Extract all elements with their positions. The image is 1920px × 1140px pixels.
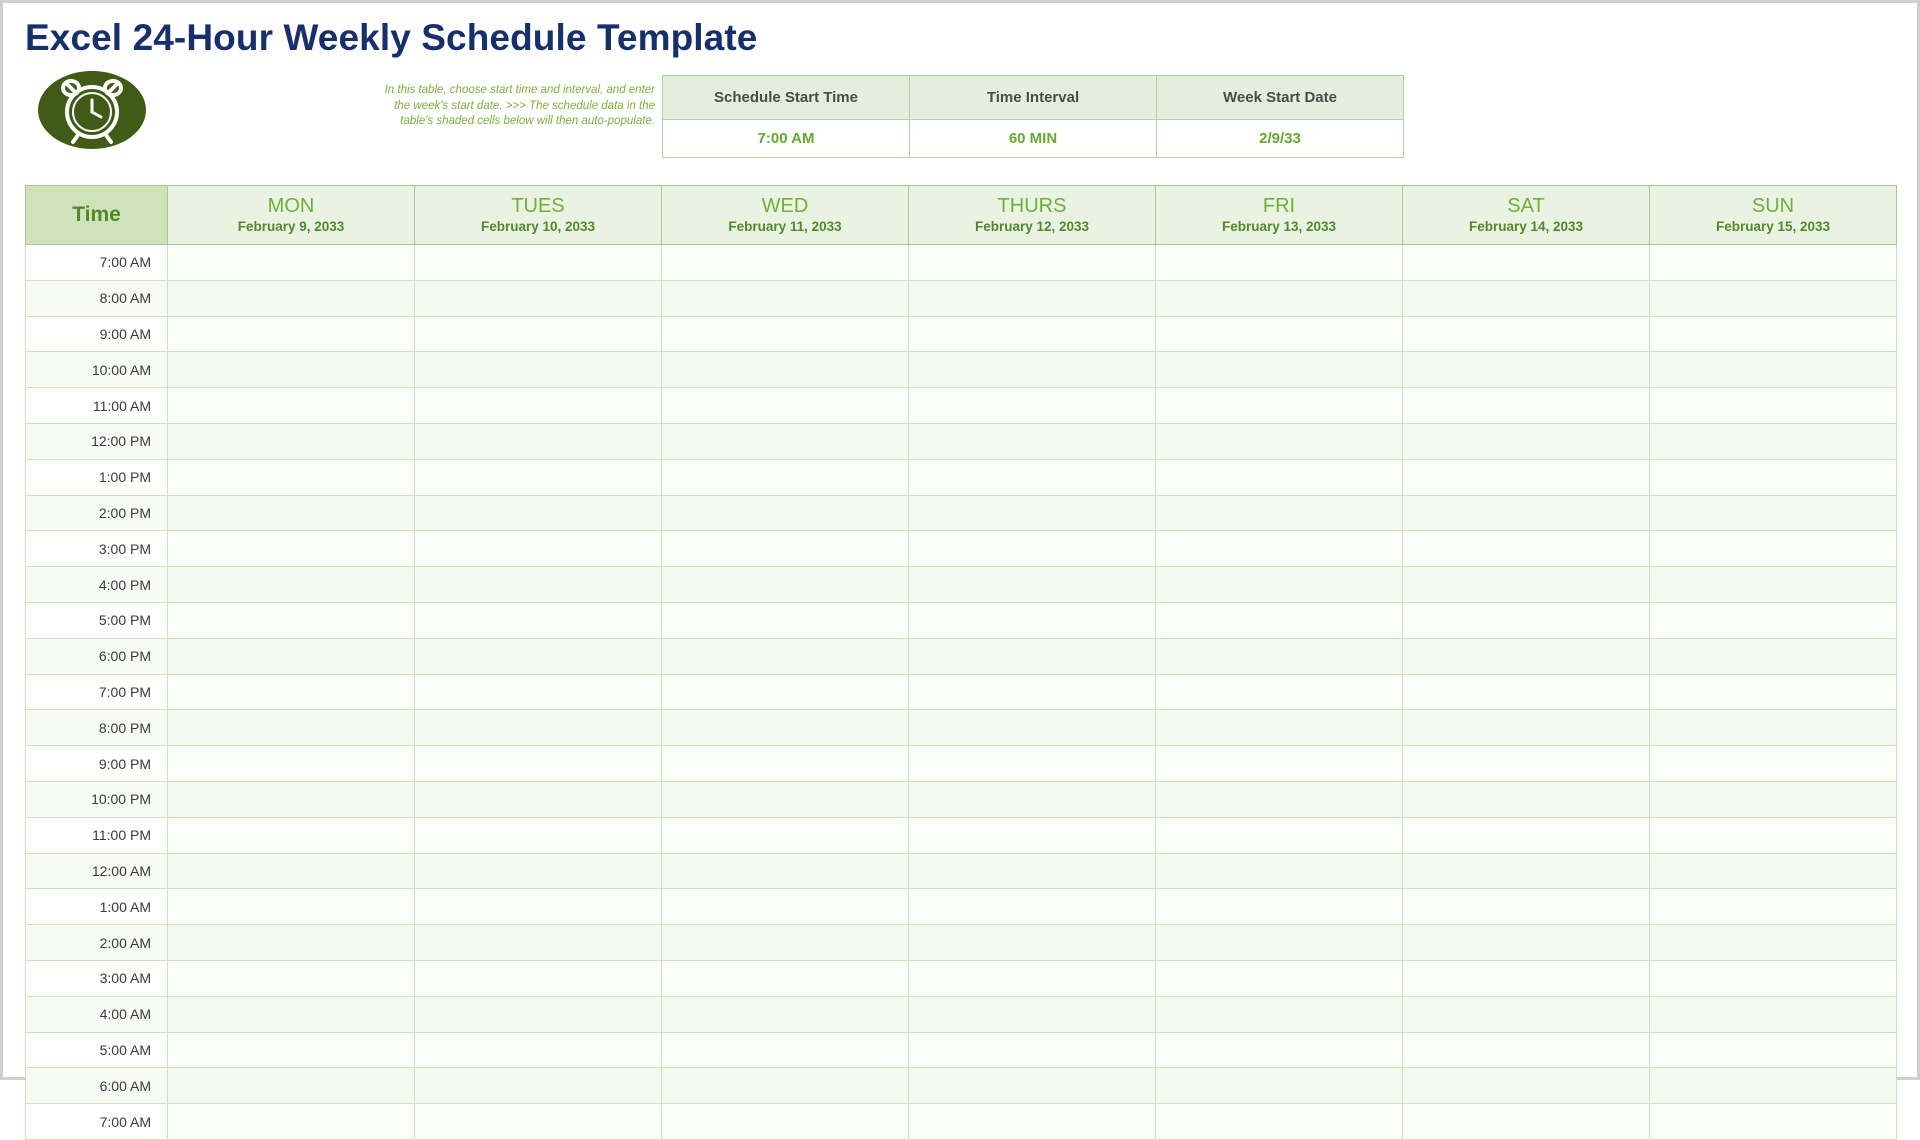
schedule-cell[interactable] <box>168 781 415 817</box>
schedule-cell[interactable] <box>1403 817 1650 853</box>
schedule-cell[interactable] <box>1650 531 1897 567</box>
schedule-cell[interactable] <box>415 746 662 782</box>
schedule-row <box>26 388 1897 424</box>
schedule-cell[interactable] <box>168 1032 415 1068</box>
schedule-cell[interactable] <box>415 925 662 961</box>
schedule-cell[interactable] <box>1403 960 1650 996</box>
schedule-cell[interactable] <box>415 245 662 281</box>
schedule-cell[interactable] <box>1403 1068 1650 1104</box>
schedule-row <box>26 853 1897 889</box>
schedule-cell[interactable] <box>168 889 415 925</box>
time-label: 9:00 AM <box>26 316 168 352</box>
day-name-thurs: THURS <box>997 195 1067 217</box>
schedule-cell[interactable] <box>909 567 1156 603</box>
day-header-wed <box>662 186 909 245</box>
time-label: 4:00 AM <box>26 996 168 1032</box>
schedule-cell[interactable] <box>909 925 1156 961</box>
schedule-cell[interactable] <box>1650 996 1897 1032</box>
day-header-tues <box>415 186 662 245</box>
schedule-cell[interactable] <box>1156 817 1403 853</box>
schedule-cell[interactable] <box>1403 781 1650 817</box>
schedule-cell[interactable] <box>662 531 909 567</box>
schedule-cell[interactable] <box>168 960 415 996</box>
schedule-cell[interactable] <box>1403 602 1650 638</box>
schedule-cell[interactable] <box>1403 245 1650 281</box>
schedule-cell[interactable] <box>1403 674 1650 710</box>
schedule-cell[interactable] <box>1156 316 1403 352</box>
schedule-cell[interactable] <box>415 495 662 531</box>
schedule-cell[interactable] <box>662 853 909 889</box>
schedule-row <box>26 459 1897 495</box>
time-label: 3:00 PM <box>26 531 168 567</box>
start-time-input[interactable]: 7:00 AM <box>663 120 910 158</box>
schedule-cell[interactable] <box>168 459 415 495</box>
schedule-cell[interactable] <box>1650 423 1897 459</box>
time-column-header: Time <box>26 186 168 245</box>
schedule-cell[interactable] <box>1156 710 1403 746</box>
settings-header-row <box>663 76 1404 120</box>
day-date-sun: February 15, 2033 <box>1715 219 1831 234</box>
schedule-cell[interactable] <box>1156 495 1403 531</box>
schedule-cell[interactable] <box>909 531 1156 567</box>
schedule-cell[interactable] <box>1156 996 1403 1032</box>
schedule-cell[interactable] <box>662 459 909 495</box>
time-label: 11:00 AM <box>26 388 168 424</box>
time-label: 8:00 AM <box>26 280 168 316</box>
schedule-cell[interactable] <box>168 280 415 316</box>
schedule-cell[interactable] <box>168 316 415 352</box>
schedule-cell[interactable] <box>1650 316 1897 352</box>
instructions-text: In this table, choose start time and interval, and enter the week's start date. >>> The schedule data in the table's shaded cells below will then auto-populate. <box>384 84 655 128</box>
day-date-wed: February 11, 2033 <box>728 219 842 234</box>
day-name-mon: MON <box>267 195 315 217</box>
schedule-cell[interactable] <box>1403 710 1650 746</box>
schedule-row <box>26 710 1897 746</box>
schedule-cell[interactable] <box>168 1068 415 1104</box>
schedule-cell[interactable] <box>1650 746 1897 782</box>
day-header-fri <box>1156 186 1403 245</box>
schedule-cell[interactable] <box>1650 1068 1897 1104</box>
alarm-clock-glyph <box>38 71 146 149</box>
schedule-cell[interactable] <box>1650 602 1897 638</box>
schedule-cell[interactable] <box>168 567 415 603</box>
schedule-cell[interactable] <box>909 996 1156 1032</box>
settings-header-interval: Time Interval <box>910 76 1157 120</box>
schedule-cell[interactable] <box>168 245 415 281</box>
schedule-cell[interactable] <box>1156 245 1403 281</box>
schedule-cell[interactable] <box>909 280 1156 316</box>
alarm-clock-icon <box>38 71 146 149</box>
schedule-row <box>26 316 1897 352</box>
schedule-cell[interactable] <box>415 280 662 316</box>
schedule-cell[interactable] <box>662 245 909 281</box>
time-label: 11:00 PM <box>26 817 168 853</box>
schedule-row <box>26 1104 1897 1140</box>
schedule-cell[interactable] <box>1403 746 1650 782</box>
schedule-cell[interactable] <box>168 495 415 531</box>
schedule-cell[interactable] <box>1650 459 1897 495</box>
schedule-row <box>26 245 1897 281</box>
schedule-cell[interactable] <box>662 996 909 1032</box>
schedule-cell[interactable] <box>168 423 415 459</box>
schedule-cell[interactable] <box>1650 1032 1897 1068</box>
time-interval-input[interactable]: 60 MIN <box>910 120 1157 158</box>
settings-value-row <box>663 120 1404 158</box>
schedule-cell[interactable] <box>909 495 1156 531</box>
schedule-cell[interactable] <box>909 710 1156 746</box>
schedule-cell[interactable] <box>662 280 909 316</box>
schedule-cell[interactable] <box>415 674 662 710</box>
schedule-row <box>26 423 1897 459</box>
schedule-cell[interactable] <box>1650 853 1897 889</box>
schedule-cell[interactable] <box>168 1104 415 1140</box>
schedule-cell[interactable] <box>415 567 662 603</box>
schedule-cell[interactable] <box>168 817 415 853</box>
schedule-cell[interactable] <box>1650 889 1897 925</box>
schedule-cell[interactable] <box>1403 459 1650 495</box>
day-name-tues: TUES <box>511 195 565 217</box>
schedule-cell[interactable] <box>1650 1104 1897 1140</box>
schedule-cell[interactable] <box>1156 423 1403 459</box>
time-label: 5:00 AM <box>26 1032 168 1068</box>
schedule-cell[interactable] <box>1156 1068 1403 1104</box>
schedule-cell[interactable] <box>168 925 415 961</box>
schedule-table <box>25 185 1897 1140</box>
schedule-cell[interactable] <box>662 1032 909 1068</box>
schedule-cell[interactable] <box>909 352 1156 388</box>
day-name-fri: FRI <box>1262 195 1296 217</box>
schedule-cell[interactable] <box>909 245 1156 281</box>
schedule-row <box>26 531 1897 567</box>
schedule-cell[interactable] <box>909 459 1156 495</box>
schedule-cell[interactable] <box>1650 280 1897 316</box>
schedule-cell[interactable] <box>1403 388 1650 424</box>
schedule-cell[interactable] <box>415 638 662 674</box>
day-date-mon: February 9, 2033 <box>237 219 345 234</box>
schedule-cell[interactable] <box>168 638 415 674</box>
schedule-cell[interactable] <box>662 960 909 996</box>
day-name-sun: SUN <box>1751 195 1795 217</box>
schedule-body <box>26 245 1897 1140</box>
schedule-cell[interactable] <box>1156 638 1403 674</box>
schedule-cell[interactable] <box>415 889 662 925</box>
schedule-cell[interactable] <box>1156 459 1403 495</box>
time-label: 12:00 PM <box>26 423 168 459</box>
schedule-cell[interactable] <box>662 567 909 603</box>
schedule-row <box>26 781 1897 817</box>
schedule-cell[interactable] <box>415 1068 662 1104</box>
schedule-cell[interactable] <box>662 388 909 424</box>
schedule-cell[interactable] <box>168 674 415 710</box>
schedule-cell[interactable] <box>1156 567 1403 603</box>
schedule-cell[interactable] <box>909 746 1156 782</box>
schedule-cell[interactable] <box>1650 245 1897 281</box>
schedule-cell[interactable] <box>662 495 909 531</box>
schedule-cell[interactable] <box>1403 280 1650 316</box>
schedule-cell[interactable] <box>415 602 662 638</box>
schedule-cell[interactable] <box>1650 495 1897 531</box>
schedule-row <box>26 567 1897 603</box>
schedule-cell[interactable] <box>1156 352 1403 388</box>
time-label: 2:00 AM <box>26 925 168 961</box>
page-title: Excel 24-Hour Weekly Schedule Template <box>25 17 758 58</box>
schedule-cell[interactable] <box>415 388 662 424</box>
schedule-cell[interactable] <box>909 853 1156 889</box>
schedule-cell[interactable] <box>1156 388 1403 424</box>
schedule-cell[interactable] <box>1156 889 1403 925</box>
day-header-thurs <box>909 186 1156 245</box>
day-name-wed: WED <box>761 195 809 217</box>
schedule-row <box>26 1068 1897 1104</box>
schedule-cell[interactable] <box>1403 567 1650 603</box>
schedule-row <box>26 817 1897 853</box>
schedule-cell[interactable] <box>662 423 909 459</box>
schedule-cell[interactable] <box>1156 280 1403 316</box>
schedule-cell[interactable] <box>909 817 1156 853</box>
schedule-cell[interactable] <box>1650 925 1897 961</box>
schedule-cell[interactable] <box>1650 567 1897 603</box>
schedule-cell[interactable] <box>415 817 662 853</box>
day-name-sat: SAT <box>1507 195 1545 217</box>
day-header-sun <box>1650 186 1897 245</box>
schedule-cell[interactable] <box>1156 674 1403 710</box>
schedule-cell[interactable] <box>662 638 909 674</box>
schedule-cell[interactable] <box>1650 352 1897 388</box>
schedule-cell[interactable] <box>1403 996 1650 1032</box>
schedule-cell[interactable] <box>1403 1104 1650 1140</box>
schedule-cell[interactable] <box>1156 781 1403 817</box>
schedule-cell[interactable] <box>909 889 1156 925</box>
schedule-cell[interactable] <box>1403 495 1650 531</box>
time-label: 12:00 AM <box>26 853 168 889</box>
schedule-cell[interactable] <box>1403 423 1650 459</box>
time-label: 7:00 PM <box>26 674 168 710</box>
schedule-cell[interactable] <box>415 316 662 352</box>
day-date-thurs: February 12, 2033 <box>974 219 1090 234</box>
time-label: 1:00 PM <box>26 459 168 495</box>
schedule-cell[interactable] <box>909 781 1156 817</box>
schedule-cell[interactable] <box>1403 889 1650 925</box>
schedule-cell[interactable] <box>415 781 662 817</box>
schedule-row <box>26 280 1897 316</box>
schedule-header-row <box>26 186 1897 245</box>
schedule-cell[interactable] <box>1650 674 1897 710</box>
schedule-cell[interactable] <box>909 316 1156 352</box>
schedule-cell[interactable] <box>1403 531 1650 567</box>
week-start-date-input[interactable]: 2/9/33 <box>1157 120 1404 158</box>
schedule-cell[interactable] <box>1650 638 1897 674</box>
time-label: 6:00 PM <box>26 638 168 674</box>
schedule-cell[interactable] <box>1403 638 1650 674</box>
schedule-cell[interactable] <box>909 1104 1156 1140</box>
schedule-cell[interactable] <box>415 459 662 495</box>
schedule-cell[interactable] <box>1156 853 1403 889</box>
schedule-row <box>26 746 1897 782</box>
schedule-cell[interactable] <box>1156 925 1403 961</box>
schedule-cell[interactable] <box>168 996 415 1032</box>
schedule-cell[interactable] <box>415 1104 662 1140</box>
schedule-cell[interactable] <box>909 602 1156 638</box>
schedule-cell[interactable] <box>662 1068 909 1104</box>
schedule-cell[interactable] <box>415 710 662 746</box>
time-label: 9:00 PM <box>26 746 168 782</box>
schedule-cell[interactable] <box>1650 710 1897 746</box>
schedule-cell[interactable] <box>909 674 1156 710</box>
schedule-row <box>26 495 1897 531</box>
schedule-cell[interactable] <box>1156 602 1403 638</box>
day-date-sat: February 14, 2033 <box>1468 219 1584 234</box>
day-date-fri: February 13, 2033 <box>1221 219 1337 234</box>
schedule-cell[interactable] <box>909 423 1156 459</box>
schedule-cell[interactable] <box>662 710 909 746</box>
time-label: 10:00 PM <box>26 781 168 817</box>
time-label: 10:00 AM <box>26 352 168 388</box>
schedule-cell[interactable] <box>909 1068 1156 1104</box>
schedule-cell[interactable] <box>168 746 415 782</box>
schedule-cell[interactable] <box>168 531 415 567</box>
schedule-row <box>26 674 1897 710</box>
schedule-row <box>26 925 1897 961</box>
schedule-cell[interactable] <box>168 710 415 746</box>
schedule-cell[interactable] <box>662 316 909 352</box>
settings-header-week-start: Week Start Date <box>1157 76 1404 120</box>
time-label: 7:00 AM <box>26 245 168 281</box>
schedule-cell[interactable] <box>662 817 909 853</box>
time-label: 2:00 PM <box>26 495 168 531</box>
schedule-cell[interactable] <box>1403 1032 1650 1068</box>
day-header-mon <box>168 186 415 245</box>
schedule-cell[interactable] <box>909 1032 1156 1068</box>
settings-header-start-time: Schedule Start Time <box>663 76 910 120</box>
schedule-cell[interactable] <box>415 423 662 459</box>
schedule-cell[interactable] <box>662 674 909 710</box>
schedule-cell[interactable] <box>1156 746 1403 782</box>
schedule-cell[interactable] <box>662 889 909 925</box>
schedule-cell[interactable] <box>662 781 909 817</box>
time-label: 8:00 PM <box>26 710 168 746</box>
schedule-cell[interactable] <box>1156 960 1403 996</box>
schedule-cell[interactable] <box>1403 316 1650 352</box>
settings-table <box>662 75 1404 158</box>
schedule-cell[interactable] <box>1403 352 1650 388</box>
schedule-cell[interactable] <box>415 352 662 388</box>
schedule-cell[interactable] <box>415 853 662 889</box>
schedule-cell[interactable] <box>662 602 909 638</box>
schedule-cell[interactable] <box>1156 1104 1403 1140</box>
schedule-cell[interactable] <box>662 352 909 388</box>
schedule-row <box>26 638 1897 674</box>
schedule-row <box>26 1032 1897 1068</box>
time-label: 3:00 AM <box>26 960 168 996</box>
schedule-cell[interactable] <box>168 388 415 424</box>
time-label: 4:00 PM <box>26 567 168 603</box>
schedule-cell[interactable] <box>662 746 909 782</box>
schedule-cell[interactable] <box>415 1032 662 1068</box>
schedule-cell[interactable] <box>415 960 662 996</box>
schedule-cell[interactable] <box>1650 388 1897 424</box>
schedule-cell[interactable] <box>1156 1032 1403 1068</box>
day-date-tues: February 10, 2033 <box>480 219 596 234</box>
time-label: 1:00 AM <box>26 889 168 925</box>
schedule-row <box>26 960 1897 996</box>
schedule-cell[interactable] <box>415 531 662 567</box>
time-label: 5:00 PM <box>26 602 168 638</box>
schedule-row <box>26 996 1897 1032</box>
schedule-cell[interactable] <box>1403 925 1650 961</box>
schedule-cell[interactable] <box>1650 960 1897 996</box>
schedule-cell[interactable] <box>1650 817 1897 853</box>
schedule-cell[interactable] <box>1650 781 1897 817</box>
schedule-cell[interactable] <box>168 602 415 638</box>
schedule-cell[interactable] <box>415 996 662 1032</box>
schedule-row <box>26 352 1897 388</box>
schedule-cell[interactable] <box>1403 853 1650 889</box>
schedule-cell[interactable] <box>909 388 1156 424</box>
schedule-cell[interactable] <box>662 1104 909 1140</box>
schedule-row <box>26 889 1897 925</box>
time-label: 7:00 AM <box>26 1104 168 1140</box>
schedule-cell[interactable] <box>909 638 1156 674</box>
day-header-sat <box>1403 186 1650 245</box>
time-label: 6:00 AM <box>26 1068 168 1104</box>
schedule-row <box>26 602 1897 638</box>
schedule-cell[interactable] <box>909 960 1156 996</box>
schedule-cell[interactable] <box>1156 531 1403 567</box>
schedule-cell[interactable] <box>168 352 415 388</box>
schedule-cell[interactable] <box>168 853 415 889</box>
schedule-cell[interactable] <box>662 925 909 961</box>
